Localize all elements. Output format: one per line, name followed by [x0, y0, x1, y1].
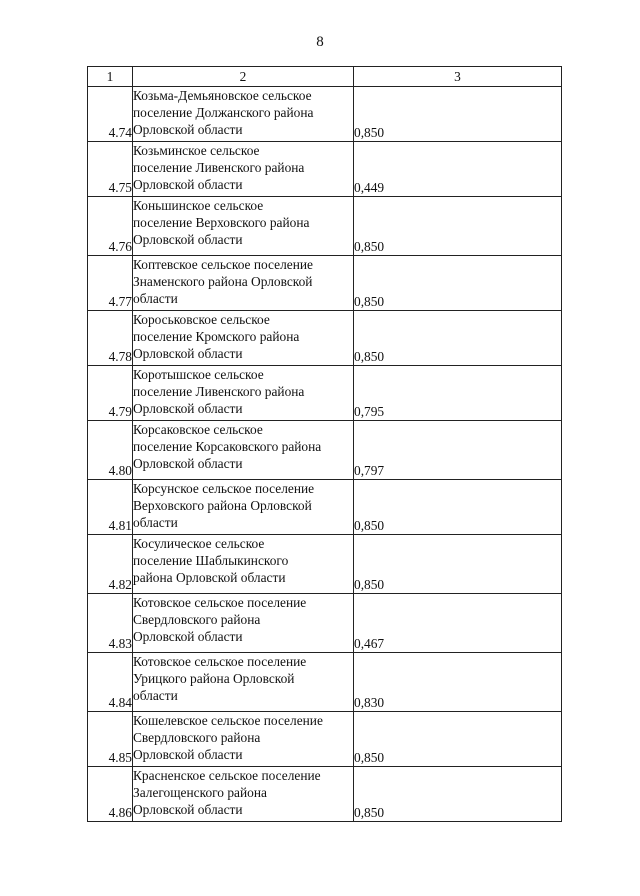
row-value: 0,850 — [354, 87, 562, 142]
table-row — [88, 653, 562, 712]
table-row — [88, 311, 562, 366]
table-row — [88, 142, 562, 197]
municipality-table — [87, 66, 562, 822]
row-value: 0,850 — [354, 712, 562, 767]
row-value: 0,830 — [354, 653, 562, 712]
table-row — [88, 421, 562, 480]
row-name: Козьма-Демьяновское сельское поселение Должанского района Орловской области — [133, 87, 354, 142]
table-header-row — [88, 67, 562, 87]
table-body — [88, 87, 562, 822]
row-value: 0,797 — [354, 421, 562, 480]
row-value: 0,850 — [354, 767, 562, 822]
row-name: Коротышское сельское поселение Ливенского района Орловской области — [133, 366, 354, 421]
row-number: 4.80 — [88, 421, 133, 480]
row-value: 0,795 — [354, 366, 562, 421]
column-header-2: 2 — [133, 67, 354, 87]
row-number: 4.77 — [88, 256, 133, 311]
row-name: Короськовское сельское поселение Кромского района Орловской области — [133, 311, 354, 366]
row-name: Косулическое сельское поселение Шаблыкинского района Орловской области — [133, 535, 354, 594]
row-number: 4.79 — [88, 366, 133, 421]
table-row — [88, 535, 562, 594]
table-row — [88, 480, 562, 535]
table-row — [88, 594, 562, 653]
row-number: 4.84 — [88, 653, 133, 712]
row-value: 0,850 — [354, 480, 562, 535]
row-value: 0,449 — [354, 142, 562, 197]
row-value: 0,850 — [354, 197, 562, 256]
row-value: 0,850 — [354, 535, 562, 594]
row-value: 0,850 — [354, 256, 562, 311]
column-header-3: 3 — [354, 67, 562, 87]
table-row — [88, 87, 562, 142]
table-row — [88, 767, 562, 822]
row-name: Красненское сельское поселение Залегощенского района Орловской области — [133, 767, 354, 822]
row-name: Корсунское сельское поселение Верховского района Орловской области — [133, 480, 354, 535]
row-number: 4.81 — [88, 480, 133, 535]
row-name: Корсаковское сельское поселение Корсаковского района Орловской области — [133, 421, 354, 480]
row-number: 4.83 — [88, 594, 133, 653]
row-name: Котовское сельское поселение Урицкого района Орловской области — [133, 653, 354, 712]
row-number: 4.86 — [88, 767, 133, 822]
row-value: 0,467 — [354, 594, 562, 653]
row-number: 4.78 — [88, 311, 133, 366]
table-row — [88, 256, 562, 311]
table-row — [88, 366, 562, 421]
row-name: Коньшинское сельское поселение Верховского района Орловской области — [133, 197, 354, 256]
row-number: 4.76 — [88, 197, 133, 256]
column-header-1: 1 — [88, 67, 133, 87]
row-number: 4.74 — [88, 87, 133, 142]
row-name: Котовское сельское поселение Свердловского района Орловской области — [133, 594, 354, 653]
row-value: 0,850 — [354, 311, 562, 366]
row-number: 4.85 — [88, 712, 133, 767]
table-row — [88, 712, 562, 767]
page-number: 8 — [316, 34, 324, 50]
row-number: 4.75 — [88, 142, 133, 197]
row-name: Кошелевское сельское поселение Свердловского района Орловской области — [133, 712, 354, 767]
row-name: Коптевское сельское поселение Знаменского района Орловской области — [133, 256, 354, 311]
table-row — [88, 197, 562, 256]
row-name: Козьминское сельское поселение Ливенского района Орловской области — [133, 142, 354, 197]
row-number: 4.82 — [88, 535, 133, 594]
